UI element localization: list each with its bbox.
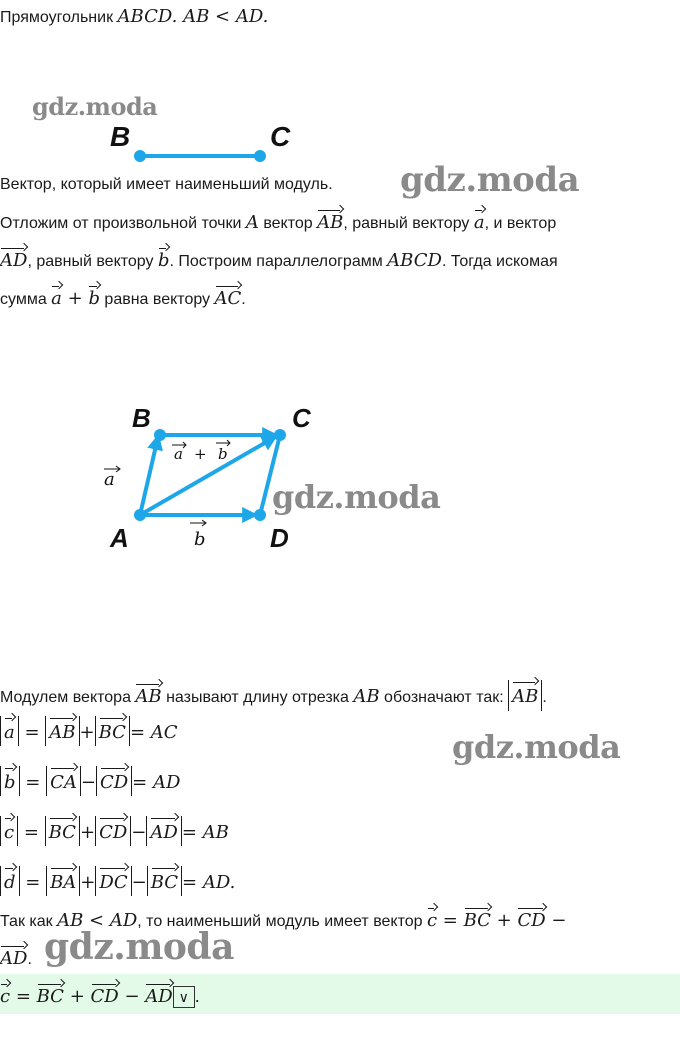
p6-vector-c: c: [427, 906, 437, 932]
p3-text-1: , равный вектору: [27, 253, 158, 270]
label-c: C: [292, 403, 311, 433]
intro-math: ABCD. AB < AD.: [117, 6, 269, 27]
answer-vector-cd: CD: [91, 982, 119, 1008]
label-vector-b: b: [194, 529, 206, 550]
p5-text-2: называют длину отрезка: [161, 689, 354, 706]
intro-text: Прямоугольник: [0, 9, 118, 26]
p6-vector-cd: CD: [517, 906, 545, 932]
paragraph-7: AD.: [0, 944, 32, 971]
label-sum-b: b: [218, 445, 228, 463]
vector-ac-arrow: [140, 437, 275, 515]
answer-check-box: ∨: [173, 986, 195, 1008]
p6-text-2: , то наименьший модуль имеет вектор: [137, 913, 427, 930]
label-b: B: [132, 403, 151, 433]
p2-vector-ab: AB: [317, 208, 343, 234]
watermark-3: gdz.moda: [272, 478, 441, 516]
label-a: A: [110, 523, 129, 553]
p3-text-2: . Построим параллелограмм: [169, 253, 388, 270]
p5-segment-ab: AB: [353, 686, 380, 707]
label-sum-plus: +: [194, 445, 207, 463]
paragraph-4: [0, 284, 246, 311]
answer-vector-ad: AD: [145, 982, 172, 1008]
watermark-2: gdz.moda: [400, 160, 580, 200]
equation-1: a = AB + BC = AC: [0, 716, 178, 746]
equation-4: d = BA + DC − BC = AD.: [0, 866, 235, 896]
intro-line: [0, 6, 268, 29]
p4-text-3: .: [241, 291, 246, 308]
p3-abcd: ABCD: [387, 250, 442, 271]
paragraph-6: Так как AB < AD, то наименьший модуль имеет вектор c = BC + CD −: [0, 906, 567, 933]
answer-vector-bc: BC: [37, 982, 64, 1008]
watermark-5: gdz.moda: [44, 926, 234, 968]
p2-text-3: , равный вектору: [343, 215, 474, 232]
answer-box: [0, 974, 680, 1014]
point-c-dot-2: [274, 429, 286, 441]
p2-text-4: , и вектор: [484, 215, 557, 232]
p2-point-a: A: [245, 212, 259, 233]
p5-text-1: Модулем вектора: [0, 689, 136, 706]
p6-math: AB < AD: [57, 910, 138, 931]
p2-text-1: Отложим от произвольной точки: [0, 215, 246, 232]
p4-text-2: равна вектору: [99, 291, 215, 308]
p6-text-1: Так как: [0, 913, 58, 930]
p7-vector-ad: AD: [0, 944, 27, 970]
p4-vector-ac: AC: [215, 284, 242, 310]
answer-vector-c: c: [0, 982, 10, 1008]
p4-vector-b: b: [88, 284, 100, 310]
point-b-label: B: [110, 121, 131, 152]
p5-vector-ab: AB: [135, 682, 161, 708]
p3-vector-ad: AD: [0, 246, 27, 272]
p3-vector-b: b: [158, 246, 170, 272]
p2-vector-a: a: [474, 208, 485, 234]
label-sum-a: a: [174, 445, 183, 463]
point-c-label: C: [270, 121, 291, 152]
equation-3: c = BC + CD − AD = AB: [0, 816, 229, 846]
point-b-dot-2: [154, 429, 166, 441]
p5-text-3: обозначают так:: [379, 689, 509, 706]
p4-vector-a: a: [51, 284, 62, 310]
watermark-4: gdz.moda: [452, 728, 621, 766]
p2-text-2: вектор: [258, 215, 318, 232]
answer-line: c = BC + CD − AD ∨ .: [0, 982, 200, 1008]
label-d: D: [270, 523, 289, 553]
p4-text-1: сумма: [0, 291, 52, 308]
point-b-dot: [134, 150, 146, 162]
point-c-dot: [254, 150, 266, 162]
p5-text-4: .: [542, 689, 547, 706]
p6-vector-bc: BC: [464, 906, 491, 932]
p3-text-3: . Тогда искомая: [441, 253, 558, 270]
equation-2: b = CA − CD = AD: [0, 766, 180, 796]
paragraph-3: [0, 246, 558, 273]
paragraph-5: [0, 680, 547, 711]
paragraph-2: [0, 208, 556, 235]
label-vector-a: a: [104, 469, 115, 490]
vector-ab-arrow: [140, 437, 158, 515]
p4-plus: +: [61, 288, 89, 309]
point-d-dot: [254, 509, 266, 521]
paragraph-1: Вектор, который имеет наименьший модуль.: [0, 176, 333, 193]
watermark-1: gdz.moda: [32, 92, 158, 121]
p5-abs-ab: AB: [512, 680, 538, 710]
point-a-dot: [134, 509, 146, 521]
